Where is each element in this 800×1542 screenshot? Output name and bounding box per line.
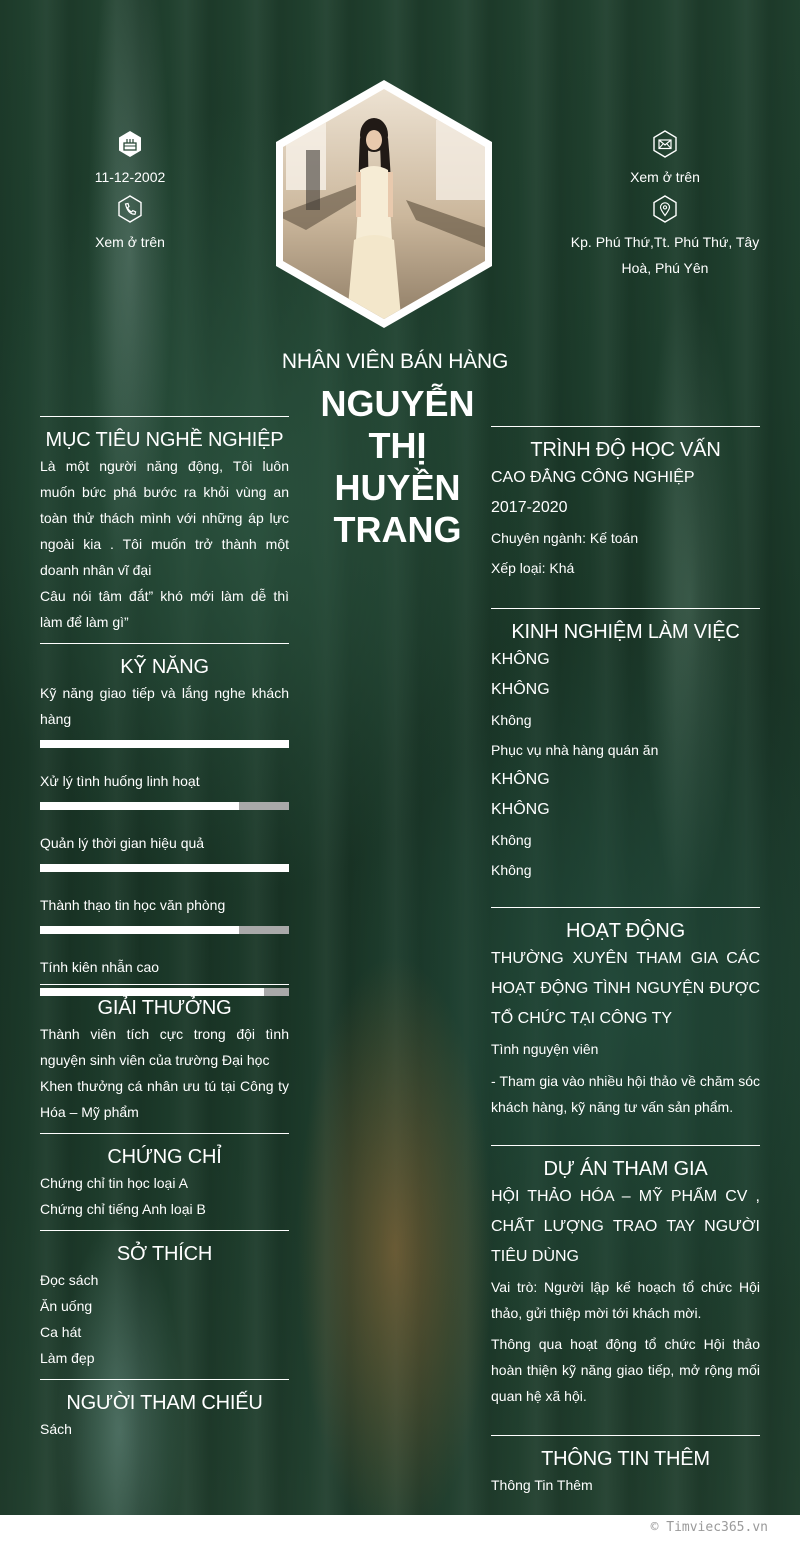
- skill-bar-fill: [40, 864, 289, 872]
- skill-bar-fill: [40, 802, 239, 810]
- skill-label: Xử lý tình huống linh hoạt: [40, 773, 200, 789]
- hobbies-title: SỞ THÍCH: [116, 1243, 213, 1265]
- education-major: Chuyên ngành: Kế toán: [491, 530, 639, 546]
- email-block: [600, 130, 730, 190]
- experience-description: Phục vụ nhà hàng quán ăn: [491, 742, 659, 758]
- phone-block: [70, 195, 190, 255]
- skill-item: [40, 830, 289, 872]
- dob-text: 11-12-2002: [94, 169, 166, 185]
- skill-bar: [40, 864, 289, 872]
- objective-line: Câu nói tâm đắt” khó mới làm dễ thì làm để làm gì”: [40, 588, 289, 630]
- objective-title: MỤC TIÊU NGHỀ NGHIỆP: [45, 429, 284, 451]
- skill-label: Tính kiên nhẫn cao: [40, 959, 160, 975]
- education-title: TRÌNH ĐỘ HỌC VẤN: [530, 439, 721, 461]
- extra-text: Thông Tin Thêm: [491, 1477, 593, 1493]
- activities-section: [491, 907, 760, 1120]
- objective-section: [40, 416, 289, 635]
- reference-line: Sách: [40, 1421, 72, 1437]
- awards-title: GIẢI THƯỞNG: [97, 997, 232, 1019]
- experience-position: Không: [491, 712, 532, 728]
- activities-title: HOẠT ĐỘNG: [566, 920, 685, 942]
- projects-title: DỰ ÁN THAM GIA: [543, 1158, 708, 1180]
- skill-item: [40, 892, 289, 934]
- skill-item: [40, 768, 289, 810]
- hobbies-section: [40, 1230, 289, 1371]
- project-role: Vai trò: Người lập kế hoạch tổ chức Hội thảo, gửi thiệp mời tới khách mời.: [491, 1279, 760, 1321]
- projects-section: [491, 1145, 760, 1409]
- hobby-line: Ca hát: [40, 1324, 82, 1340]
- education-section: [491, 426, 760, 583]
- education-period: 2017-2020: [491, 499, 568, 516]
- references-section: [40, 1379, 289, 1442]
- address-text: Kp. Phú Thứ,Tt. Phú Thứ, Tây Hoà, Phú Yên: [570, 234, 760, 276]
- experience-section: [491, 608, 760, 885]
- position-title: NHÂN VIÊN BÁN HÀNG: [281, 350, 509, 373]
- hobby-line: Đọc sách: [40, 1272, 99, 1288]
- hobby-line: Ăn uống: [40, 1298, 93, 1314]
- full-name: NGUYỄN THỊ HUYỀN TRANG: [320, 383, 475, 550]
- objective-line: Là một người năng động, Tôi luôn muốn bức phá bước ra khỏi vùng an toàn thử thách mình với những áp lực ngoài kia . Tôi muốn trở thành một doanh nhân vĩ đại: [40, 458, 289, 578]
- certificates-title: CHỨNG CHỈ: [107, 1146, 222, 1168]
- experience-period: KHÔNG: [491, 801, 550, 818]
- project-description: Thông qua hoạt động tổ chức Hội thảo hoàn thiện kỹ năng giao tiếp, mở rộng mối quan hệ xã hội.: [491, 1336, 760, 1404]
- skill-label: Quản lý thời gian hiệu quả: [40, 835, 205, 851]
- phone-icon: [116, 195, 144, 223]
- extra-section: [491, 1435, 760, 1498]
- skill-label: Kỹ năng giao tiếp và lắng nghe khách hàng: [40, 685, 289, 727]
- skill-bar: [40, 802, 289, 810]
- email-text: Xem ở trên: [630, 169, 700, 185]
- skill-bar: [40, 926, 289, 934]
- skill-item: [40, 680, 289, 748]
- education-grade: Xếp loại: Khá: [491, 560, 575, 576]
- skill-bar: [40, 740, 289, 748]
- experience-company: KHÔNG: [491, 651, 550, 668]
- location-pin-icon: [651, 195, 679, 223]
- skill-label: Thành thạo tin học văn phòng: [40, 897, 226, 913]
- footer: [0, 1515, 800, 1542]
- activity-organization: THƯỜNG XUYÊN THAM GIA CÁC HOẠT ĐỘNG TÌNH NGUYỆN ĐƯỢC TỔ CHỨC TẠI CÔNG TY: [491, 950, 760, 1027]
- references-title: NGƯỜI THAM CHIẾU: [66, 1392, 263, 1414]
- education-school: CAO ĐẲNG CÔNG NGHIỆP: [491, 469, 695, 486]
- avatar: [276, 80, 492, 328]
- extra-title: THÔNG TIN THÊM: [541, 1448, 710, 1470]
- award-line: Khen thưởng cá nhân ưu tú tại Công ty Hóa – Mỹ phẩm: [40, 1078, 289, 1120]
- phone-text: Xem ở trên: [95, 234, 165, 250]
- awards-section: [40, 984, 289, 1125]
- experience-period: KHÔNG: [491, 681, 550, 698]
- skills-section: [40, 643, 289, 1016]
- cake-icon: [116, 130, 144, 158]
- certificate-line: Chứng chỉ tin học loại A: [40, 1175, 188, 1191]
- skills-title: KỸ NĂNG: [120, 656, 209, 678]
- project-name: HỘI THẢO HÓA – MỸ PHẨM CV , CHẤT LƯỢNG TRAO TAY NGƯỜI TIÊU DÙNG: [491, 1188, 760, 1265]
- hobby-line: Làm đẹp: [40, 1350, 95, 1366]
- skill-bar-fill: [40, 926, 239, 934]
- dob-block: [70, 130, 190, 190]
- certificates-section: [40, 1133, 289, 1222]
- address-block: [555, 195, 775, 281]
- envelope-icon: [651, 130, 679, 158]
- activity-role: Tình nguyện viên: [491, 1041, 599, 1057]
- experience-position: Không: [491, 832, 532, 848]
- experience-description: Không: [491, 862, 532, 878]
- experience-company: KHÔNG: [491, 771, 550, 788]
- activity-description: - Tham gia vào nhiều hội thảo về chăm sóc khách hàng, kỹ năng tư vấn sản phẩm.: [491, 1073, 760, 1115]
- certificate-line: Chứng chỉ tiếng Anh loại B: [40, 1201, 206, 1217]
- experience-title: KINH NGHIỆM LÀM VIỆC: [511, 621, 740, 643]
- watermark: © Timviec365.vn: [650, 1520, 768, 1535]
- skill-bar-fill: [40, 740, 289, 748]
- award-line: Thành viên tích cực trong đội tình nguyện sinh viên của trường Đại học: [40, 1026, 289, 1068]
